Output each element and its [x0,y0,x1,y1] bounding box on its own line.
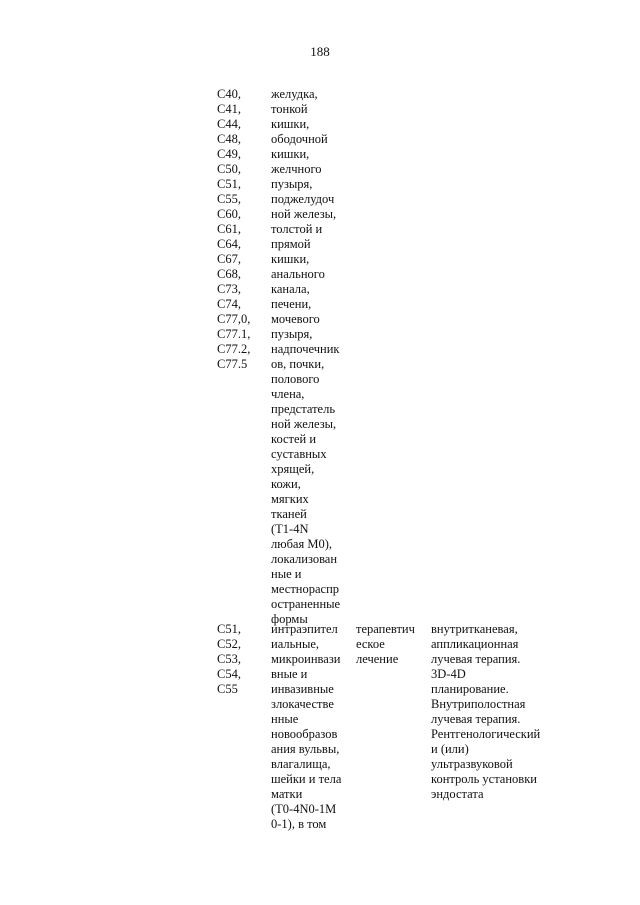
text-line: влагалища, [271,757,331,771]
row1-disease-description [271,87,340,627]
text-line: прямой [271,237,311,251]
text-line: ные и [271,567,302,581]
text-line: предстатель [271,402,336,416]
text-line: C50, [217,162,241,176]
text-line: лечение [356,652,399,666]
text-line: мягких [271,492,309,506]
page-number: 188 [310,44,330,59]
text-line: C55, [217,192,241,206]
text-line: матки [271,787,303,801]
text-line: шейки и тела [271,772,342,786]
text-line: члена, [271,387,305,401]
text-line: Рентгенологический [431,727,541,741]
text-line: C40, [217,87,241,101]
text-line: анального [271,267,325,281]
text-line: C77.5 [217,357,248,371]
text-line: C67, [217,252,241,266]
text-line: лучевая терапия. [431,712,521,726]
text-line: C54, [217,667,241,681]
text-line: иальные, [271,637,320,651]
text-line: C41, [217,102,241,116]
text-line: местнораспр [271,582,340,596]
text-line: локализован [271,552,338,566]
text-line: инвазивные [271,682,334,696]
text-line: и (или) [431,742,469,756]
text-line: любая M0), [271,537,333,551]
text-line: ной железы, [271,207,337,221]
text-line: костей и [271,432,317,446]
text-line: C44, [217,117,241,131]
text-line: мочевого [271,312,320,326]
text-line: C52, [217,637,241,651]
text-line: внутритканевая, [431,622,518,636]
text-line: пузыря, [271,327,313,341]
row2-treatment-method [356,622,415,667]
text-line: нные [271,712,299,726]
text-line: желчного [271,162,322,176]
text-line: поджелудоч [271,192,335,206]
text-line: кожи, [271,477,301,491]
text-line: тонкой [271,102,308,116]
row2-diagnosis-codes [217,622,241,697]
row1-diagnosis-codes [217,87,250,372]
text-line: надпочечник [271,342,340,356]
text-line: лучевая терапия. [431,652,521,666]
text-line: C53, [217,652,241,666]
text-line: остраненные [271,597,341,611]
text-line: пузыря, [271,177,313,191]
text-line: C74, [217,297,241,311]
text-line: хрящей, [271,462,315,476]
text-line: ной железы, [271,417,337,431]
text-line: (T0-4N0-1M [271,802,337,816]
text-line: формы [271,612,308,626]
text-line: (T1-4N [271,522,309,536]
text-line: C48, [217,132,241,146]
text-line: C77.2, [217,342,251,356]
text-line: ультразвуковой [431,757,513,771]
text-line: кишки, [271,252,310,266]
text-line: еское [356,637,385,651]
text-line: C51, [217,177,241,191]
text-line: 3D-4D [431,667,466,681]
text-line: C68, [217,267,241,281]
text-line: C60, [217,207,241,221]
text-line: желудка, [271,87,318,101]
text-line: интраэпител [271,622,338,636]
text-line: C77,0, [217,312,251,326]
text-line: вные и [271,667,308,681]
text-line: тканей [271,507,307,521]
text-line: контроль установки [431,772,537,786]
text-line: C77.1, [217,327,251,341]
text-line: канала, [271,282,310,296]
text-line: новообразов [271,727,338,741]
text-line: ободочной [271,132,328,146]
text-line: планирование. [431,682,509,696]
text-line: кишки, [271,117,310,131]
text-line: терапевтич [356,622,415,636]
text-line: кишки, [271,147,310,161]
text-line: C61, [217,222,241,236]
text-line: ов, почки, [271,357,325,371]
text-line: C55 [217,682,238,696]
text-line: печени, [271,297,312,311]
text-line: эндостата [431,787,484,801]
text-line: C64, [217,237,241,251]
text-line: суставных [271,447,327,461]
text-line: ания вульвы, [271,742,340,756]
text-line: толстой и [271,222,323,236]
row2-disease-description [271,622,341,832]
text-line: C49, [217,147,241,161]
text-line: полового [271,372,320,386]
text-line: C73, [217,282,241,296]
text-line: аппликационная [431,637,519,651]
text-line: Внутриполостная [431,697,526,711]
row2-treatment-technique [431,622,540,802]
text-line: микроинвази [271,652,341,666]
text-line: злокачестве [271,697,334,711]
text-line: C51, [217,622,241,636]
text-line: 0-1), в том [271,817,327,831]
